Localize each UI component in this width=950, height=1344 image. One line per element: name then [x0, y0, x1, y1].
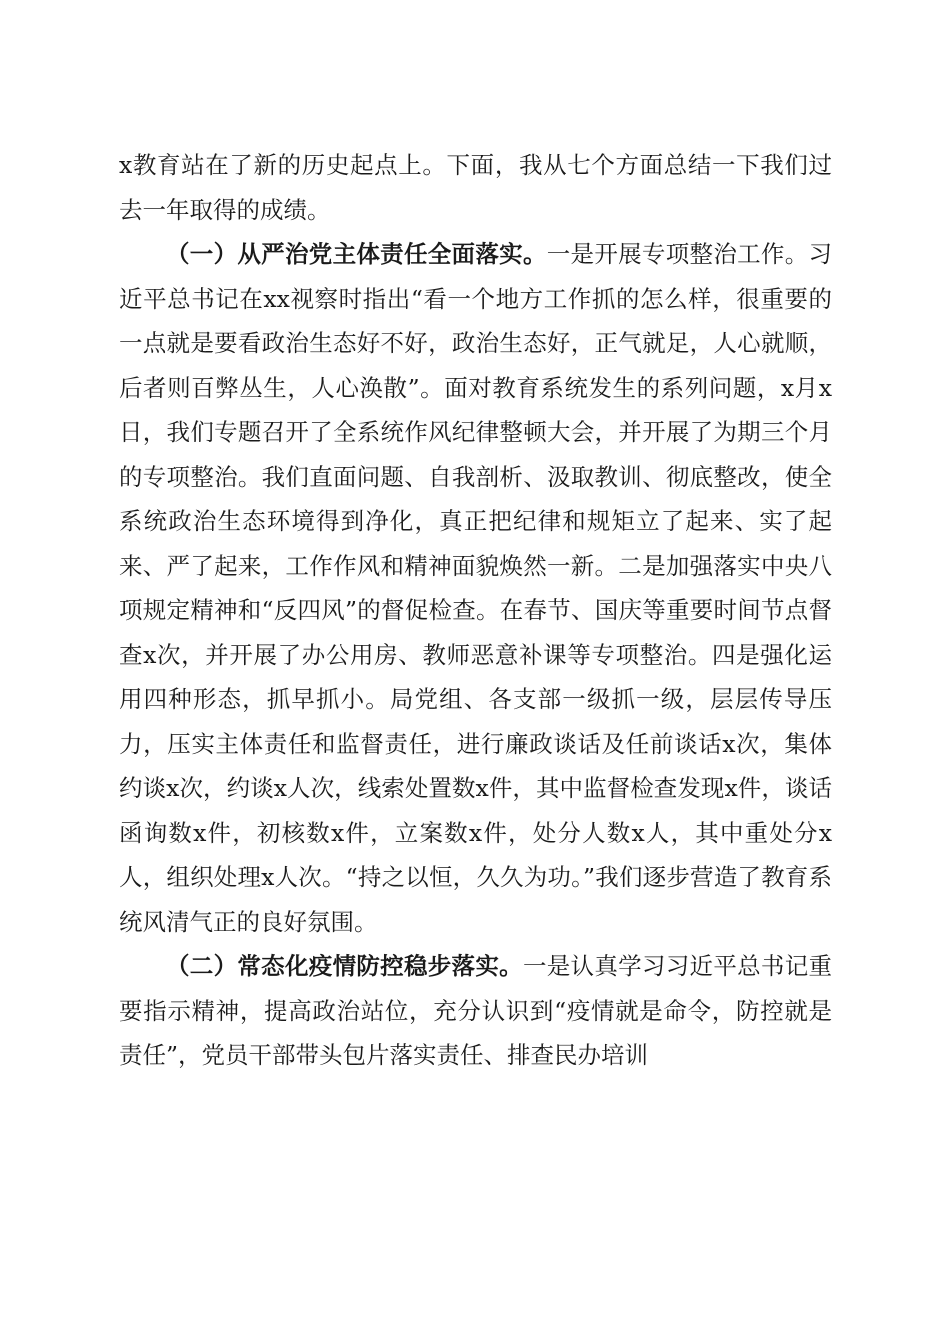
paragraph-section-one [119, 232, 832, 944]
section-heading: （一）从严治党主体责任全面落实。 [166, 240, 547, 268]
paragraph-section-two [119, 944, 832, 1078]
document-body [119, 143, 832, 1078]
paragraph-intro-continuation [119, 143, 832, 232]
paragraph-text: 一是开展专项整治工作。习近平总书记在xx视察时指出“看一个地方工作抓的怎么样，很重要的一点就是要看政治生态好不好，政治生态好，正气就足，人心就顺，后者则百弊丛生，人心涣散”。面对教育系统发生的系列问题，x月x日，我们专题召开了全系统作风纪律整顿大会，并开展了为期三个月的专项整治。我们直面问题、自我剖析、汲取教训、彻底整改，使全系统政治生态环境得到净化，真正把纪律和规矩立了起来、实了起来、严了起来，工作作风和精神面貌焕然一新。二是加强落实中央八项规定精神和“反四风”的督促检查。在春节、国庆等重要时间节点督查x次，并开展了办公用房、教师恶意补课等专项整治。四是强化运用四种形态，抓早抓小。局党组、各支部一级抓一级，层层传导压力，压实主体责任和监督责任，进行廉政谈话及任前谈话x次，集体约谈x次，约谈x人次，线索处置数x件，其中监督检查发现x件，谈话函询数x件，初核数x件，立案数x件，处分人数x人，其中重处分x人，组织处理x人次。“持之以恒，久久为功。”我们逐步营造了教育系统风清气正的良好氛围。 [119, 240, 833, 936]
section-heading: （二）常态化疫情防控稳步落实。 [166, 952, 523, 980]
paragraph-text: x教育站在了新的历史起点上。下面，我从七个方面总结一下我们过去一年取得的成绩。 [119, 151, 832, 224]
paragraph-text: 一是认真学习习近平总书记重要指示精神，提高政治站位，充分认识到“疫情就是命令，防控就是责任”，党员干部带头包片落实责任、排查民办培训 [119, 952, 833, 1069]
